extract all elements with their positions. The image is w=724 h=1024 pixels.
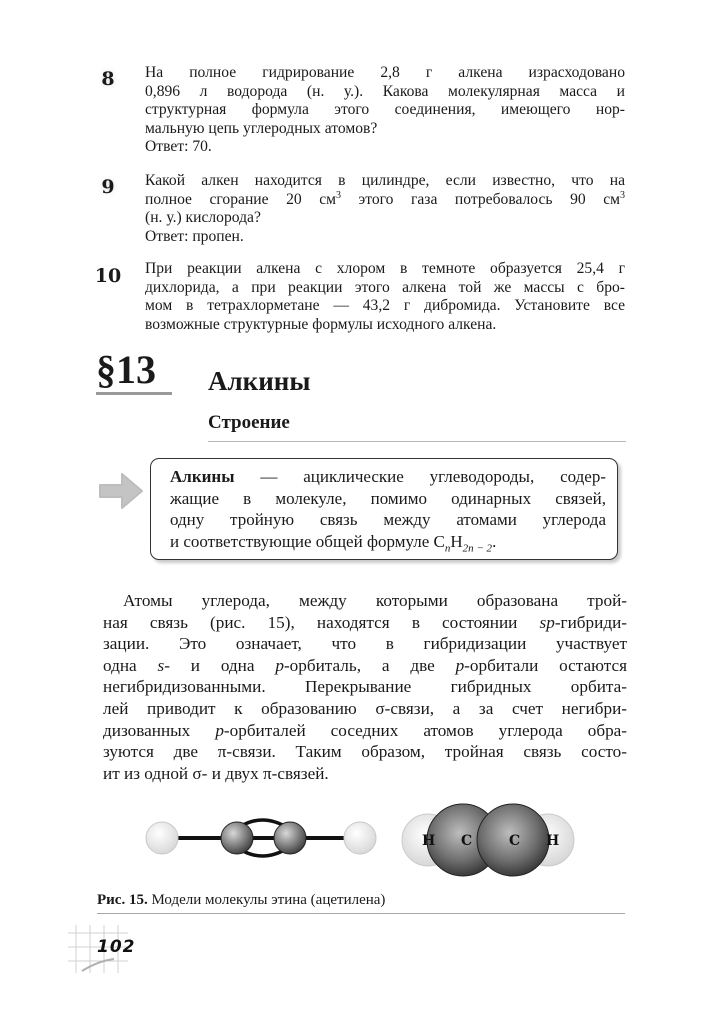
- superscript: 3: [619, 189, 625, 201]
- task-8-text: [145, 64, 625, 157]
- atom-label: C: [509, 833, 521, 849]
- section-divider: [208, 441, 626, 442]
- body-line: [103, 612, 627, 634]
- italic-term: sp: [539, 612, 555, 632]
- formula-subscript: 2n − 2: [462, 541, 493, 554]
- arrow-right-icon: [96, 470, 146, 512]
- italic-term: p: [275, 655, 284, 675]
- atom-label: H: [546, 833, 560, 849]
- space-filling-model: [398, 800, 578, 880]
- text-fragment: -орбиталей соседних атомов углерода обра-: [223, 720, 628, 740]
- task-line: мом в тетрахлорметане — 43,2 г дибромида. Установите все: [145, 297, 625, 314]
- text-fragment: дизованных: [103, 720, 216, 740]
- superscript: 3: [336, 189, 342, 201]
- body-line: Атомы углерода, между которыми образована трой-: [123, 591, 627, 610]
- formula-subscript: n: [444, 541, 451, 554]
- body-line: зуются две π-связи. Таким образом, тройная связь состо-: [103, 742, 627, 762]
- hydrogen-atom: [344, 822, 376, 854]
- task-line: возможные структурные формулы исходного алкена.: [145, 315, 497, 333]
- text-fragment: одна: [103, 655, 158, 675]
- task-line: [145, 191, 625, 210]
- italic-term: p: [215, 720, 224, 740]
- atom-label: H: [422, 833, 436, 849]
- text-fragment: — ациклические углеводороды, содер-: [234, 467, 606, 486]
- atom-label: C: [461, 833, 473, 849]
- task-answer: Ответ: 70.: [145, 138, 212, 155]
- task-9-text: [145, 172, 625, 246]
- task-answer: Ответ: пропен.: [145, 227, 244, 245]
- carbon-atom: [274, 822, 306, 854]
- text-fragment: -орбитали остаются: [464, 655, 627, 675]
- task-line: (н. у.) кислорода?: [145, 209, 261, 226]
- body-paragraph: [103, 590, 627, 784]
- task-line: мальную цепь углеродных атомов?: [145, 119, 378, 137]
- task-line: На полное гидрирование 2,8 г алкена израсходовано: [145, 64, 625, 81]
- task-line: дихлорида, а при реакции этого алкена той же массы с бро-: [145, 278, 625, 296]
- body-line: [103, 720, 627, 742]
- hydrogen-atom: [146, 822, 178, 854]
- text-fragment: .: [492, 531, 497, 551]
- italic-term: p: [455, 655, 465, 675]
- definition-line: жащие в молекуле, помимо одинарных связей,: [170, 488, 606, 508]
- body-line: негибридизованными. Перекрывание гибридных орбита-: [103, 677, 627, 697]
- body-line: зации. Это означает, что в гибридизации участвует: [103, 634, 627, 654]
- figure-caption: [97, 892, 385, 909]
- body-line: лей приводит к образованию σ-связи, а за счет негибри-: [103, 698, 627, 718]
- text-fragment: полное сгорание 20 см: [145, 190, 337, 208]
- text-fragment: - и одна: [164, 655, 276, 675]
- body-line: ит из одной σ- и двух π-связей.: [103, 763, 329, 783]
- task-line: Какой алкен находится в цилиндре, если известно, что на: [145, 172, 625, 189]
- definition-text: [170, 466, 606, 552]
- page-number: 102: [97, 937, 136, 957]
- ball-and-stick-model: [140, 810, 380, 870]
- text-fragment: ная связь (рис. 15), находятся в состоянии: [103, 612, 540, 632]
- caption-text: Модели молекулы этина (ацетилена): [147, 892, 386, 908]
- text-fragment: и соответствующие общей формуле C: [170, 531, 445, 551]
- definition-line: одну тройную связь между атомами углерода: [170, 510, 606, 529]
- definition-line: [170, 531, 606, 553]
- text-fragment: этого газа потребовалось 90 см: [341, 190, 620, 208]
- text-fragment: -гибриди-: [554, 612, 627, 632]
- text-fragment: -орбиталь, а две: [283, 655, 456, 675]
- task-line: структурная формула этого соединения, имеющего нор-: [145, 101, 625, 118]
- chapter-title: Алкины: [208, 366, 311, 396]
- task-number: 8: [101, 68, 115, 90]
- definition-term: Алкины: [170, 467, 235, 486]
- definition-line: [170, 466, 606, 488]
- italic-term: s: [157, 655, 165, 675]
- paragraph-number: §13: [96, 347, 156, 392]
- task-line: При реакции алкена с хлором в темноте образуется 25,4 г: [145, 260, 625, 277]
- formula-symbol: H: [450, 531, 463, 551]
- carbon-atom: [221, 822, 253, 854]
- caption-divider: [97, 913, 625, 914]
- section-subtitle: Строение: [208, 412, 290, 433]
- task-number: 10: [94, 265, 122, 287]
- paragraph-underline: [96, 392, 172, 395]
- task-10-text: [145, 260, 625, 334]
- task-number: 9: [101, 176, 115, 198]
- task-line: 0,896 л водорода (н. у.). Какова молекулярная масса и: [145, 82, 625, 100]
- caption-label: Рис. 15.: [97, 892, 148, 908]
- body-line: [103, 655, 627, 677]
